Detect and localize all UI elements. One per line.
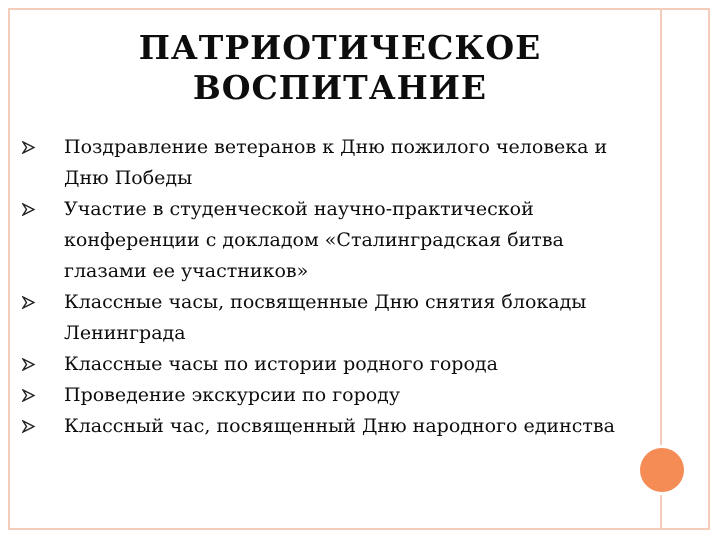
slide-title-line-1: ПАТРИОТИЧЕСКОЕ xyxy=(138,28,542,67)
arrowhead-bullet-icon xyxy=(22,411,36,442)
list-item-text: Классные часы, посвященные Дню снятия блокады Ленинграда xyxy=(64,291,587,344)
list-item-text: Участие в студенческой научно-практической конференции с докладом «Сталинградская битва глазами ее участников» xyxy=(64,198,564,282)
arrowhead-bullet-icon xyxy=(22,287,36,318)
arrowhead-bullet-icon xyxy=(22,132,36,163)
list-item xyxy=(22,411,622,442)
list-item xyxy=(22,132,622,194)
arrowhead-bullet-icon xyxy=(22,349,36,380)
bullet-list xyxy=(22,132,622,442)
arrowhead-bullet-icon xyxy=(22,194,36,225)
list-item-text: Классные часы по истории родного города xyxy=(64,353,498,375)
slide-title-line-2: ВОСПИТАНИЕ xyxy=(192,68,488,107)
list-item-text: Классный час, посвященный Дню народного единства xyxy=(64,415,615,437)
slide-title xyxy=(90,28,590,108)
list-item xyxy=(22,194,622,287)
list-item xyxy=(22,287,622,349)
list-item-text: Поздравление ветеранов к Дню пожилого человека и Дню Победы xyxy=(64,136,608,189)
decorative-orange-circle xyxy=(640,448,684,492)
arrowhead-bullet-icon xyxy=(22,380,36,411)
list-item-text: Проведение экскурсии по городу xyxy=(64,384,401,406)
list-item xyxy=(22,349,622,380)
list-item xyxy=(22,380,622,411)
